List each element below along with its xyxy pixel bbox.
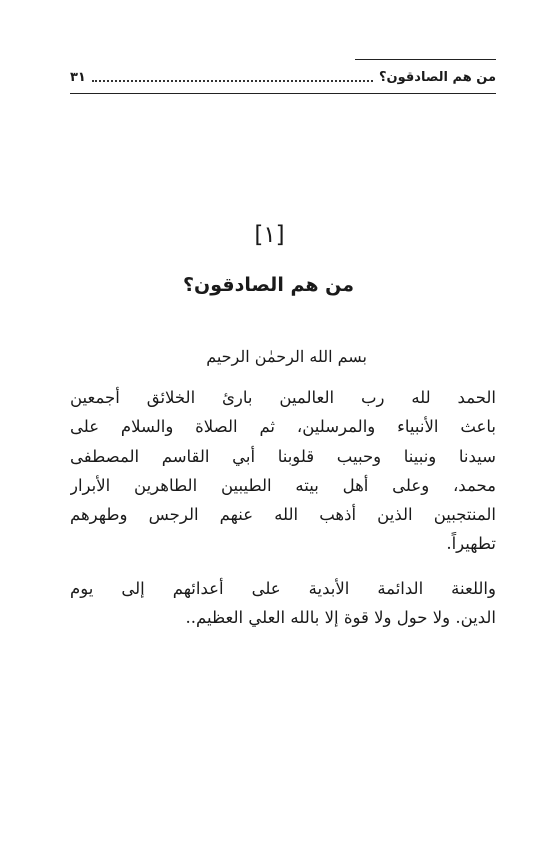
chapter-number: [١] [254,222,285,248]
text-line: محمد، وعلى أهل بيته الطيبين الطاهرين الأبرار [70,475,496,495]
basmala: بسم الله الرحمٰن الرحيم [206,347,367,366]
page-number: ٣١ [70,69,86,85]
text-line: سيدنا ونبينا وحبيب قلوبنا أبي القاسم المصطفى [70,446,496,466]
dot-leader [92,80,373,82]
running-header [70,66,496,88]
paragraph-curse [70,574,496,633]
running-header-title: من هم الصادقون؟ [378,69,496,85]
text-line: واللعنة الدائمة الأبدية على أعدائهم إلى يوم [70,579,496,598]
header-rule [70,93,496,94]
text-line: تطهيراً. [446,534,496,554]
top-rule [355,59,496,60]
paragraph-praise [70,383,496,559]
text-line: المنتجبين الذين أذهب الله عنهم الرجس وطهرهم [70,505,496,525]
text-line: باعث الأنبياء والمرسلين، ثم الصلاة والسلام على [70,417,496,437]
text-line: الحمد لله رب العالمين بارئ الخلائق أجمعين [70,388,496,407]
chapter-title: من هم الصادقون؟ [182,274,354,296]
text-line: الدين. ولا حول ولا قوة إلا بالله العلي العظيم.. [185,608,496,628]
